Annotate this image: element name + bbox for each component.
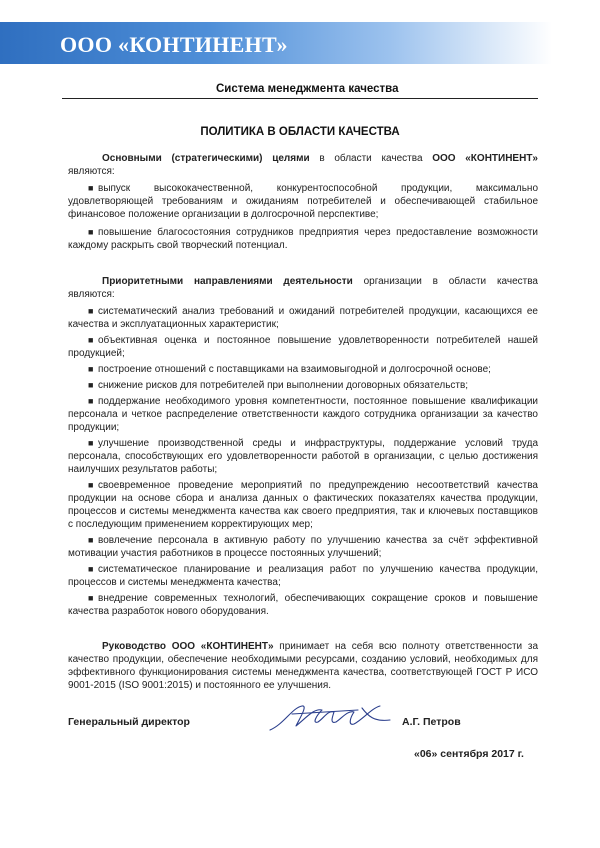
list-item: ■ поддержание необходимого уровня компетентности, постоянное повышение квалификации персонала и четкое распределение ответственности каждого сотрудника организации за качество продукции; (68, 396, 538, 433)
company-banner (0, 22, 600, 64)
bullet-icon: ■ (88, 593, 94, 603)
system-title: Система менеджмента качества (216, 83, 399, 95)
header-divider (62, 98, 538, 99)
list-item: ■ объективная оценка и постоянное повышение удовлетворенности потребителей нашей продукцией; (68, 335, 538, 359)
directions-lead: Приоритетными направлениями деятельности (102, 276, 353, 287)
signatory-name: А.Г. Петров (402, 716, 461, 728)
bullet-icon: ■ (88, 535, 94, 545)
list-item: ■ систематическое планирование и реализация работ по улучшению качества продукции, процессов и системы менеджмента качества; (68, 564, 538, 588)
commitment-paragraph (68, 640, 538, 692)
signatory-position: Генеральный директор (68, 716, 190, 728)
list-item: ■ своевременное проведение мероприятий по предупреждению несоответствий качества продукции на основе сбора и анализа данных о фактических показателях качества продукции, процессов и системы менеджмента качества как своего предприятия, так и ключевых поставщиков с последующим применением корректирующих мер; (68, 480, 538, 530)
bullet-icon: ■ (88, 183, 94, 193)
list-item: ■ снижение рисков для потребителей при выполнении договорных обязательств; (88, 380, 469, 391)
bullet-icon: ■ (88, 480, 94, 490)
goals-company: ООО «КОНТИНЕНТ» (432, 153, 538, 164)
list-item: ■ внедрение современных технологий, обеспечивающих сокращение сроков и повышение качества разработок нового оборудования. (68, 593, 538, 617)
list-item: ■ систематический анализ требований и ожиданий потребителей продукции, касающихся ее качества и эксплуатационных характеристик; (68, 306, 538, 330)
bullet-icon: ■ (88, 306, 94, 316)
goals-intro (68, 152, 538, 178)
bullet-icon: ■ (88, 380, 94, 390)
directions-list (68, 305, 538, 621)
list-item: ■ построение отношений с поставщиками на взаимовыгодной и долгосрочной основе; (88, 364, 491, 375)
company-banner-title: ООО «КОНТИНЕНТ» (60, 32, 288, 57)
directions-intro (68, 275, 538, 301)
bullet-icon: ■ (88, 438, 94, 448)
handwritten-signature (262, 700, 398, 736)
bullet-icon: ■ (88, 364, 94, 374)
document-title: ПОЛИТИКА В ОБЛАСТИ КАЧЕСТВА (200, 126, 400, 138)
list-item: ■ повышение благосостояния сотрудников предприятия через предоставление возможности каждому раскрыть свой творческий потенциал. (68, 227, 538, 251)
goals-lead: Основными (стратегическими) целями (102, 153, 310, 164)
list-item: ■ улучшение производственной среды и инфраструктуры, поддержание условий труда персонала, способствующих его удовлетворенности работой в организации, с целью достижения наилучших результатов работы; (68, 438, 538, 475)
directions-lead-rest: организации в области качества являются: (68, 276, 538, 300)
bullet-icon: ■ (88, 396, 94, 406)
commitment-lead: Руководство ООО «КОНТИНЕНТ» (102, 641, 274, 652)
list-item: ■ выпуск высококачественной, конкурентоспособной продукции, максимально удовлетворяющей требованиям и ожиданиям потребителей и обеспечивающей стабильное финансовое положение организации в долгосрочной перспективе; (68, 183, 538, 220)
goals-list (68, 182, 538, 255)
goals-lead-rest: в области качества (309, 153, 423, 164)
bullet-icon: ■ (88, 564, 94, 574)
bullet-icon: ■ (88, 227, 94, 237)
list-item: ■ вовлечение персонала в активную работу по улучшению качества за счёт эффективной мотивации участия работников в процессе постоянных улучшений; (68, 535, 538, 559)
commitment-text: принимает на себя всю полноту ответственности за качество продукции, обеспечение необходимыми ресурсами, созданию условий, необходимых для эффективного функционирования системы менеджмента качества, соответствующей ГОСТ Р ИСО 9001-2015 (ISO 9001:2015) и постоянного ее улучшения. (68, 641, 539, 691)
bullet-icon: ■ (88, 335, 94, 345)
document-date: «06» сентября 2017 г. (414, 748, 524, 760)
goals-company-rest: являются: (68, 166, 115, 177)
